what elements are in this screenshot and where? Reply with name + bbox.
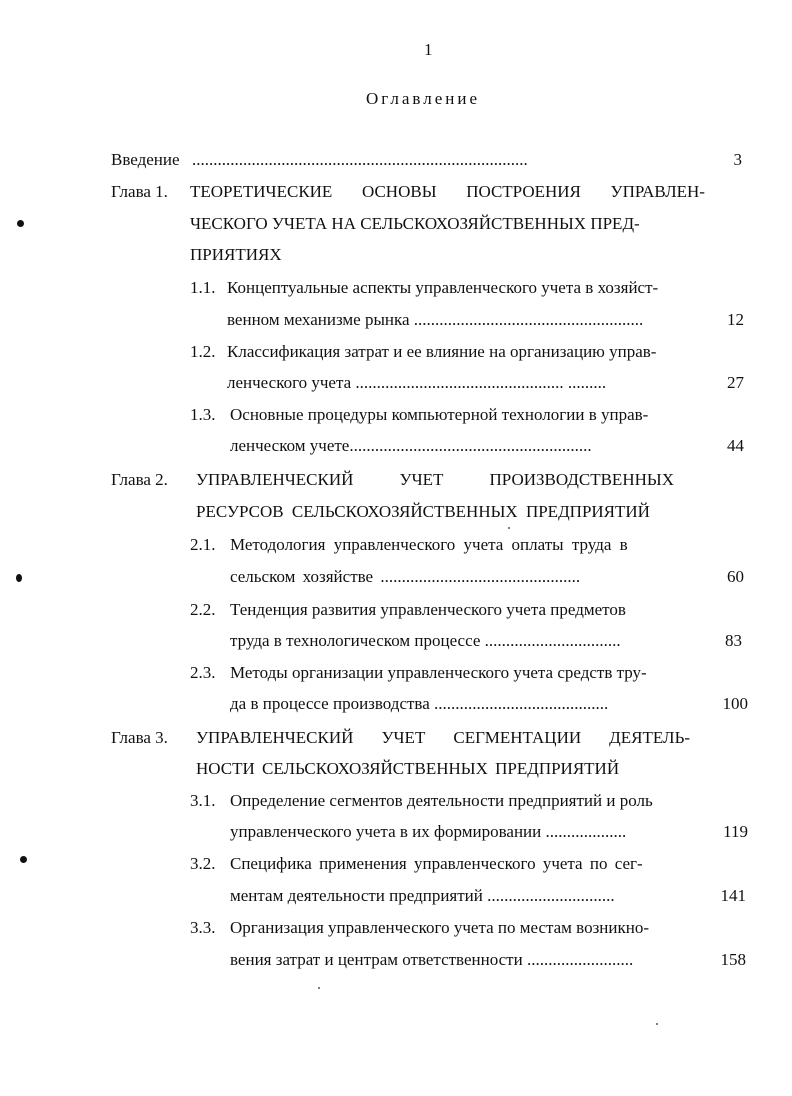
section-3-3-page: 158 [720,950,746,969]
chapter-1-title-line3: ПРИЯТИЯХ [190,245,282,264]
section-2-1-title-cont: сельском хозяйстве ............................................... [230,567,581,586]
section-1-1-number: 1.1. [190,278,216,297]
section-2-3-title: Методы организации управленческого учета средств тру- [230,663,647,682]
section-2-2-page: 83 [725,631,742,650]
section-2-2-title-cont: труда в технологическом процессе ................................ [230,631,621,650]
page-title: Оглавление [366,89,480,108]
section-3-2-title: Специфика применения управленческого учета по сег- [230,854,643,873]
chapter-1-title-line2: ЧЕСКОГО УЧЕТА НА СЕЛЬСКОХОЗЯЙСТВЕННЫХ ПРЕД- [190,214,640,233]
section-3-1-title-cont: управленческого учета в их формировании ................... [230,822,627,841]
section-1-3-page: 44 [727,436,744,455]
section-2-2-number: 2.2. [190,600,216,619]
scan-speck [318,987,320,989]
toc-intro-dots: ............................................................................... [192,150,528,169]
chapter-2-title-line2: РЕСУРСОВ СЕЛЬСКОХОЗЯЙСТВЕННЫХ ПРЕДПРИЯТИЙ [196,502,650,521]
section-1-1-page: 12 [727,310,744,329]
section-1-2-title: Классификация затрат и ее влияние на организацию управ- [227,342,657,361]
section-3-1-number: 3.1. [190,791,216,810]
scan-mark [16,574,22,582]
page-number: 1 [424,40,433,59]
section-2-2-title: Тенденция развития управленческого учета предметов [230,600,626,619]
section-2-1-page: 60 [727,567,744,586]
chapter-1-label: Глава 1. [111,182,168,201]
scan-mark [20,856,27,863]
section-1-2-page: 27 [727,373,744,392]
section-3-3-number: 3.3. [190,918,216,937]
section-1-1-title-cont: венном механизме рынка ...................................................... [227,310,644,329]
section-3-3-title-cont: вения затрат и центрам ответственности ......................... [230,950,634,969]
section-2-1-title: Методология управленческого учета оплаты труда в [230,535,628,554]
section-3-2-number: 3.2. [190,854,216,873]
section-2-1-number: 2.1. [190,535,216,554]
toc-intro-label: Введение [111,150,180,169]
section-1-2-title-cont: ленческого учета ................................................. ......... [227,373,607,392]
section-1-3-number: 1.3. [190,405,216,424]
section-2-3-page: 100 [722,694,748,713]
chapter-3-title-line1: УПРАВЛЕНЧЕСКИЙ УЧЕТ СЕГМЕНТАЦИИ ДЕЯТЕЛЬ- [196,728,690,747]
section-3-1-title: Определение сегментов деятельности предприятий и роль [230,791,653,810]
toc-intro-page: 3 [733,150,742,169]
section-2-3-number: 2.3. [190,663,216,682]
section-3-2-page: 141 [720,886,746,905]
chapter-3-label: Глава 3. [111,728,168,747]
section-2-3-title-cont: да в процессе производства ......................................... [230,694,609,713]
chapter-2-label: Глава 2. [111,470,168,489]
chapter-1-title-line1: ТЕОРЕТИЧЕСКИЕ ОСНОВЫ ПОСТРОЕНИЯ УПРАВЛЕН- [190,182,705,201]
section-3-1-page: 119 [723,822,748,841]
chapter-3-title-line2: НОСТИ СЕЛЬСКОХОЗЯЙСТВЕННЫХ ПРЕДПРИЯТИЙ [196,759,620,778]
section-1-1-title: Концептуальные аспекты управленческого учета в хозяйст- [227,278,659,297]
section-3-2-title-cont: ментам деятельности предприятий .............................. [230,886,615,905]
scan-speck [656,1023,658,1025]
scan-mark [17,220,24,227]
section-1-3-title: Основные процедуры компьютерной технологии в управ- [230,405,649,424]
section-1-3-title-cont: ленческом учете......................................................... [230,436,592,455]
chapter-2-title-line1: УПРАВЛЕНЧЕСКИЙ УЧЕТ ПРОИЗВОДСТВЕННЫХ [196,470,674,489]
section-3-3-title: Организация управленческого учета по местам возникно- [230,918,650,937]
scan-speck [508,527,510,529]
section-1-2-number: 1.2. [190,342,216,361]
